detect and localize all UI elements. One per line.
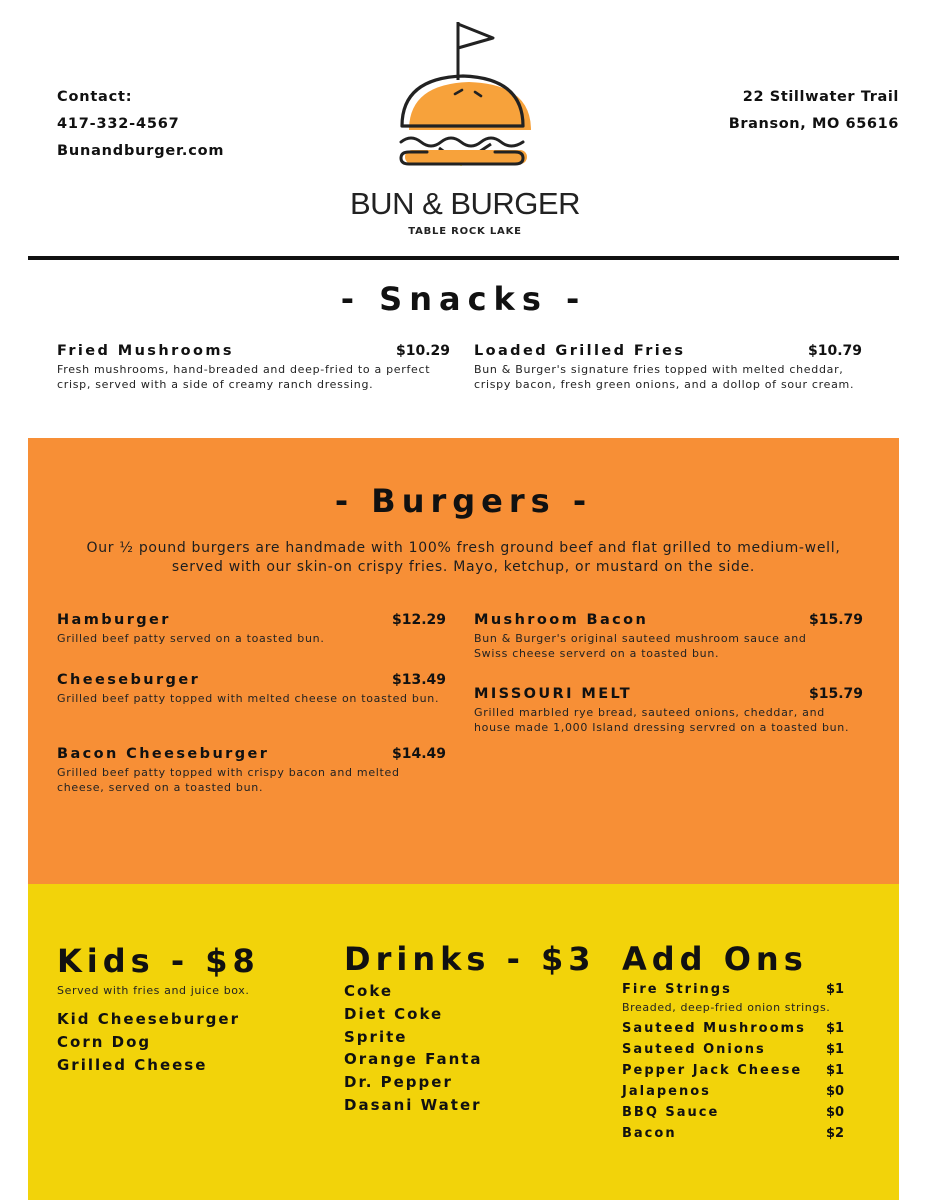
list-item: Coke [344, 982, 394, 1000]
list-item: Dasani Water [344, 1095, 482, 1114]
addon-item [622, 1126, 852, 1146]
item-description: Grilled beef patty topped with crispy bacon and melted cheese, served on a toasted bun. [57, 766, 400, 794]
addon-price: $1 [826, 1063, 845, 1078]
menu-header [0, 0, 927, 262]
contact-label: Contact: [57, 89, 133, 105]
addon-price: $1 [826, 1042, 845, 1057]
addon-price: $1 [826, 982, 845, 997]
item-description: Bun & Burger's signature fries topped with melted cheddar, crispy bacon, fresh green onions, and a dollop of sour cream. [474, 363, 855, 391]
item-name: MISSOURI MELT [474, 686, 633, 702]
menu-item [57, 746, 447, 796]
list-item: Corn Dog [57, 1032, 152, 1051]
addon-name: Fire Strings [622, 982, 732, 997]
burgers-heading: - Burgers - [334, 482, 593, 520]
list-item: Diet Coke [344, 1004, 444, 1023]
list-item: Kid Cheeseburger [57, 1010, 240, 1028]
addon-item [622, 982, 852, 1002]
menu-item [57, 343, 451, 403]
address-city: Branson, MO 65616 [728, 116, 899, 132]
addons-heading: Add Ons [622, 940, 808, 978]
address-street: 22 Stillwater Trail [742, 89, 899, 105]
item-price: $10.29 [396, 343, 451, 359]
item-description: Grilled marbled rye bread, sauteed onions, cheddar, and house made 1,000 Island dressing servred on a toasted bun. [474, 706, 850, 734]
addon-price: $1 [826, 1021, 845, 1036]
menu-item [474, 343, 874, 413]
addon-price: $0 [826, 1084, 845, 1099]
item-price: $13.49 [392, 672, 447, 688]
address-block [729, 84, 899, 138]
item-name: Bacon Cheeseburger [57, 746, 270, 762]
addons-list [622, 982, 862, 1192]
list-item: Sprite [344, 1027, 408, 1046]
list-item: Orange Fanta [344, 1050, 483, 1069]
item-description: Grilled beef patty served on a toasted bun. [57, 632, 325, 645]
addon-name: Bacon [622, 1126, 677, 1141]
addon-name: Sauteed Mushrooms [622, 1021, 806, 1036]
item-price: $10.79 [808, 343, 863, 359]
kids-note: Served with fries and juice box. [57, 984, 250, 997]
list-item: Dr. Pepper [344, 1073, 453, 1092]
snacks-heading: - Snacks - [340, 280, 587, 318]
contact-website: Bunandburger.com [57, 143, 225, 159]
item-name: Loaded Grilled Fries [474, 343, 686, 359]
brand-name: BUN & BURGER [350, 186, 580, 221]
addon-description: Breaded, deep-fried onion strings. [622, 1001, 831, 1014]
kids-drinks-addons-section [28, 884, 899, 1200]
item-description: Grilled beef patty topped with melted cheese on toasted bun. [57, 692, 440, 705]
menu-item [57, 612, 447, 652]
item-name: Mushroom Bacon [474, 612, 649, 628]
addon-item [622, 1021, 852, 1041]
addon-name: Jalapenos [622, 1084, 711, 1099]
menu-item [474, 612, 864, 662]
menu-item [474, 686, 864, 756]
addon-name: Pepper Jack Cheese [622, 1063, 803, 1078]
burgers-intro: Our ½ pound burgers are handmade with 100% fresh ground beef and flat grilled to medium-well, served with our skin-on crispy fries. Mayo, ketchup, or mustard on the side. [86, 540, 841, 575]
addon-price: $2 [826, 1126, 845, 1141]
item-description: Fresh mushrooms, hand-breaded and deep-fried to a perfect crisp, served with a side of creamy ranch dressing. [57, 363, 431, 391]
addon-item [622, 1063, 852, 1083]
brand-logo [330, 18, 600, 248]
item-price: $15.79 [809, 686, 864, 702]
addon-item [622, 1042, 852, 1062]
addon-price: $0 [826, 1105, 845, 1120]
kids-heading: Kids - $8 [57, 942, 260, 980]
burgers-section [28, 438, 899, 884]
item-price: $12.29 [392, 612, 447, 628]
menu-item [57, 672, 447, 722]
header-divider [28, 256, 899, 260]
item-name: Fried Mushrooms [57, 343, 234, 359]
list-item: Grilled Cheese [57, 1055, 208, 1074]
addon-name: BBQ Sauce [622, 1105, 720, 1120]
item-name: Hamburger [57, 612, 171, 628]
item-description: Bun & Burger's original sauteed mushroom sauce and Swiss cheese serverd on a toasted bun. [474, 632, 807, 660]
addon-item [622, 1084, 852, 1104]
item-price: $14.49 [392, 746, 447, 762]
item-price: $15.79 [809, 612, 864, 628]
kids-list [57, 1008, 240, 1076]
burger-with-flag-icon [395, 18, 535, 178]
drinks-list [344, 980, 483, 1117]
contact-phone: 417-332-4567 [57, 116, 180, 132]
contact-block [57, 84, 224, 165]
item-name: Cheeseburger [57, 672, 201, 688]
addon-name: Sauteed Onions [622, 1042, 766, 1057]
brand-location: TABLE ROCK LAKE [408, 226, 522, 237]
addon-item [622, 1105, 852, 1125]
drinks-heading: Drinks - $3 [344, 940, 596, 978]
